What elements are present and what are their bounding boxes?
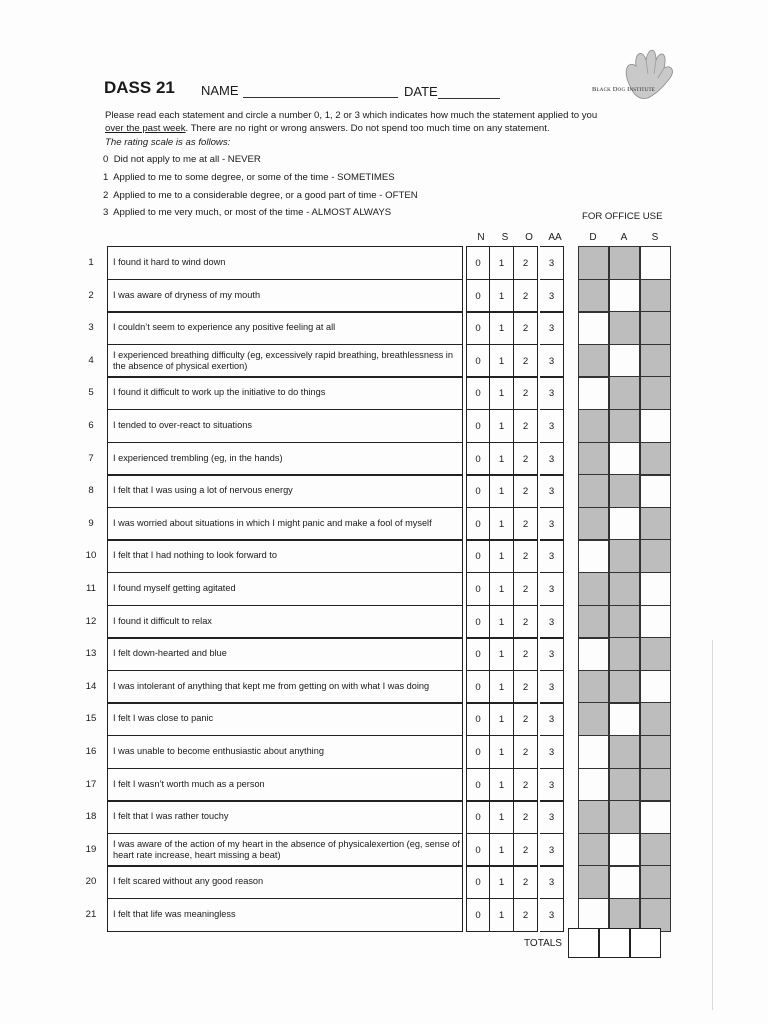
rating-option[interactable]: 0 xyxy=(466,572,490,606)
item-number: 2 xyxy=(88,290,94,301)
item-number: 19 xyxy=(85,844,97,855)
rating-option[interactable]: 0 xyxy=(466,311,490,345)
scale-text: Applied to me very much, or most of the time - ALMOST ALWAYS xyxy=(113,207,392,218)
rating-option[interactable]: 0 xyxy=(466,865,490,899)
rating-option[interactable]: 2 xyxy=(514,800,538,834)
item-number: 18 xyxy=(85,811,97,822)
office-use-label: FOR OFFICE USE xyxy=(582,211,663,222)
item-statement: I felt scared without any good reason xyxy=(107,865,463,899)
rating-option[interactable]: 1 xyxy=(490,344,514,378)
office-cell-d xyxy=(578,442,609,476)
rating-option[interactable]: 2 xyxy=(514,768,538,802)
scale-item xyxy=(103,154,261,165)
rating-option[interactable]: 3 xyxy=(540,572,564,606)
rating-option[interactable]: 1 xyxy=(490,768,514,802)
rating-option[interactable]: 2 xyxy=(514,409,538,443)
rating-option[interactable]: 1 xyxy=(490,376,514,410)
item-statement: I felt I was close to panic xyxy=(107,702,463,736)
rating-option[interactable]: 3 xyxy=(540,279,564,313)
office-cell-d xyxy=(578,800,609,834)
office-cell-s[interactable] xyxy=(640,572,671,606)
scale-num: 1 xyxy=(103,172,109,183)
office-cell-s xyxy=(640,442,671,476)
rating-option[interactable]: 2 xyxy=(514,865,538,899)
item-number: 1 xyxy=(88,257,94,268)
logo-text: Black Dog Institute xyxy=(592,86,655,93)
rating-option[interactable]: 0 xyxy=(466,702,490,736)
totals-label: TOTALS xyxy=(524,938,562,949)
item-number: 13 xyxy=(85,648,97,659)
office-cell-d xyxy=(578,279,609,313)
instructions-line-2 xyxy=(105,123,645,136)
instructions-underlined: over the past week xyxy=(105,122,186,134)
office-cell-s xyxy=(640,507,671,541)
item-number: 8 xyxy=(88,485,94,496)
rating-option[interactable]: 0 xyxy=(466,539,490,573)
rating-option[interactable]: 0 xyxy=(466,735,490,769)
rating-option[interactable]: 0 xyxy=(466,898,490,932)
item-number: 7 xyxy=(88,453,94,464)
rating-option[interactable]: 3 xyxy=(540,800,564,834)
scale-num: 2 xyxy=(103,190,109,201)
total-d-cell[interactable] xyxy=(568,928,599,958)
rating-option[interactable]: 2 xyxy=(514,442,538,476)
rating-option[interactable]: 3 xyxy=(540,833,564,867)
rating-option[interactable]: 3 xyxy=(540,637,564,671)
scale-item xyxy=(103,172,395,183)
office-cell-a xyxy=(609,376,640,410)
rating-option[interactable]: 3 xyxy=(540,539,564,573)
rating-option[interactable]: 0 xyxy=(466,507,490,541)
item-statement: I found myself getting agitated xyxy=(107,572,463,606)
rating-option[interactable]: 1 xyxy=(490,279,514,313)
rating-option[interactable]: 1 xyxy=(490,735,514,769)
instructions-rest: . There are no right or wrong answers. Do not spend too much time on any statement. xyxy=(185,122,550,134)
date-field[interactable] xyxy=(438,98,500,99)
rating-option[interactable]: 3 xyxy=(540,442,564,476)
office-cell-s[interactable] xyxy=(640,605,671,639)
rating-option[interactable]: 1 xyxy=(490,865,514,899)
office-cell-d xyxy=(578,409,609,443)
scan-edge xyxy=(712,640,713,1010)
office-cell-a xyxy=(609,246,640,280)
item-statement: I was aware of the action of my heart in the absence of physicalexertion (eg, sense of heart rate increase, heart missing a beat) xyxy=(107,833,463,867)
rating-option[interactable]: 1 xyxy=(490,572,514,606)
item-statement: I felt down-hearted and blue xyxy=(107,637,463,671)
office-cell-a xyxy=(609,572,640,606)
office-cell-d xyxy=(578,865,609,899)
office-cell-d[interactable] xyxy=(578,898,609,932)
rating-option[interactable]: 0 xyxy=(466,442,490,476)
rating-option[interactable]: 1 xyxy=(490,409,514,443)
office-cell-a[interactable] xyxy=(609,344,640,378)
office-cell-a[interactable] xyxy=(609,865,640,899)
office-cell-s xyxy=(640,539,671,573)
office-cell-a[interactable] xyxy=(609,507,640,541)
office-cell-s[interactable] xyxy=(640,670,671,704)
rating-option[interactable]: 2 xyxy=(514,637,538,671)
item-statement: I was worried about situations in which I might panic and make a fool of myself xyxy=(107,507,463,541)
office-cell-s[interactable] xyxy=(640,409,671,443)
office-cell-a[interactable] xyxy=(609,833,640,867)
office-cell-s xyxy=(640,344,671,378)
rating-option[interactable]: 1 xyxy=(490,670,514,704)
item-number: 15 xyxy=(85,713,97,724)
office-cell-d[interactable] xyxy=(578,539,609,573)
item-statement: I was intolerant of anything that kept me from getting on with what I was doing xyxy=(107,670,463,704)
form-title: DASS 21 xyxy=(104,78,175,97)
item-number: 5 xyxy=(88,387,94,398)
office-cell-d[interactable] xyxy=(578,768,609,802)
col-header-aa: AA xyxy=(548,232,562,243)
rating-option[interactable]: 2 xyxy=(514,507,538,541)
rating-option[interactable]: 3 xyxy=(540,344,564,378)
col-header-a: A xyxy=(620,232,628,243)
rating-scale-title: The rating scale is as follows: xyxy=(105,137,231,148)
col-header-office-s: S xyxy=(651,232,659,243)
office-cell-a xyxy=(609,311,640,345)
office-cell-a[interactable] xyxy=(609,442,640,476)
scale-text: Applied to me to a considerable degree, or a good part of time - OFTEN xyxy=(113,190,418,201)
rating-option[interactable]: 3 xyxy=(540,735,564,769)
office-cell-d[interactable] xyxy=(578,637,609,671)
scale-item xyxy=(103,190,418,201)
scale-num: 0 xyxy=(103,154,109,165)
rating-option[interactable]: 2 xyxy=(514,376,538,410)
rating-option[interactable]: 2 xyxy=(514,833,538,867)
item-statement: I couldn’t seem to experience any positive feeling at all xyxy=(107,311,463,345)
instructions xyxy=(105,110,645,135)
office-cell-a xyxy=(609,539,640,573)
rating-option[interactable]: 1 xyxy=(490,442,514,476)
rating-option[interactable]: 3 xyxy=(540,311,564,345)
rating-option[interactable]: 0 xyxy=(466,279,490,313)
col-header-n: N xyxy=(477,232,485,243)
rating-option[interactable]: 1 xyxy=(490,539,514,573)
item-number: 11 xyxy=(86,583,96,594)
item-number: 3 xyxy=(88,322,94,333)
office-cell-s[interactable] xyxy=(640,474,671,508)
office-cell-a[interactable] xyxy=(609,702,640,736)
rating-option[interactable]: 2 xyxy=(514,246,538,280)
office-cell-s xyxy=(640,898,671,932)
rating-option[interactable]: 2 xyxy=(514,605,538,639)
col-header-o: O xyxy=(525,232,533,243)
rating-option[interactable]: 0 xyxy=(466,409,490,443)
rating-option[interactable]: 3 xyxy=(540,474,564,508)
office-cell-s xyxy=(640,833,671,867)
rating-option[interactable]: 2 xyxy=(514,735,538,769)
rating-option[interactable]: 3 xyxy=(540,670,564,704)
rating-option[interactable]: 0 xyxy=(466,800,490,834)
office-cell-a xyxy=(609,409,640,443)
rating-option[interactable]: 2 xyxy=(514,279,538,313)
rating-option[interactable]: 1 xyxy=(490,311,514,345)
item-number: 6 xyxy=(88,420,94,431)
item-number: 4 xyxy=(88,355,94,366)
rating-option[interactable]: 3 xyxy=(540,605,564,639)
rating-option[interactable]: 1 xyxy=(490,246,514,280)
office-cell-a xyxy=(609,474,640,508)
item-number: 16 xyxy=(85,746,97,757)
rating-option[interactable]: 3 xyxy=(540,702,564,736)
rating-option[interactable]: 2 xyxy=(514,474,538,508)
item-statement: I felt that I was using a lot of nervous energy xyxy=(107,474,463,508)
office-cell-a xyxy=(609,670,640,704)
rating-option[interactable]: 1 xyxy=(490,507,514,541)
rating-option[interactable]: 1 xyxy=(490,474,514,508)
item-statement: I felt that life was meaningless xyxy=(107,898,463,932)
item-number: 9 xyxy=(88,518,94,529)
item-statement: I was aware of dryness of my mouth xyxy=(107,279,463,313)
rating-option[interactable]: 0 xyxy=(466,605,490,639)
rating-option[interactable]: 0 xyxy=(466,376,490,410)
item-statement: I felt I wasn’t worth much as a person xyxy=(107,768,463,802)
col-header-s: S xyxy=(501,232,509,243)
office-cell-d xyxy=(578,344,609,378)
rating-option[interactable]: 2 xyxy=(514,702,538,736)
scale-text: Applied to me to some degree, or some of the time - SOMETIMES xyxy=(113,172,395,183)
rating-option[interactable]: 2 xyxy=(514,572,538,606)
rating-option[interactable]: 1 xyxy=(490,702,514,736)
office-cell-s xyxy=(640,702,671,736)
item-statement: I felt that I was rather touchy xyxy=(107,800,463,834)
office-cell-s xyxy=(640,279,671,313)
office-cell-s[interactable] xyxy=(640,246,671,280)
item-statement: I experienced breathing difficulty (eg, excessively rapid breathing, breathlessness in the absence of physical exertion) xyxy=(107,344,463,378)
item-statement: I felt that I had nothing to look forward to xyxy=(107,539,463,573)
rating-option[interactable]: 1 xyxy=(490,833,514,867)
office-cell-d xyxy=(578,605,609,639)
office-cell-s[interactable] xyxy=(640,800,671,834)
item-number: 14 xyxy=(85,681,97,692)
item-statement: I was unable to become enthusiastic about anything xyxy=(107,735,463,769)
item-number: 21 xyxy=(85,909,97,920)
name-field[interactable] xyxy=(243,97,398,98)
rating-option[interactable]: 0 xyxy=(466,474,490,508)
office-cell-a xyxy=(609,898,640,932)
rating-option[interactable]: 0 xyxy=(466,670,490,704)
date-label: DATE xyxy=(404,84,438,99)
office-cell-s xyxy=(640,865,671,899)
office-cell-d xyxy=(578,702,609,736)
office-cell-a xyxy=(609,768,640,802)
rating-option[interactable]: 3 xyxy=(540,409,564,443)
instructions-line-1: Please read each statement and circle a number 0, 1, 2 or 3 which indicates how much the statement applied to you xyxy=(105,110,598,121)
rating-option[interactable]: 2 xyxy=(514,311,538,345)
rating-option[interactable]: 3 xyxy=(540,768,564,802)
item-number: 17 xyxy=(85,779,97,790)
office-cell-a xyxy=(609,637,640,671)
rating-option[interactable]: 0 xyxy=(466,768,490,802)
rating-option[interactable]: 3 xyxy=(540,507,564,541)
office-cell-d[interactable] xyxy=(578,311,609,345)
item-statement: I tended to over-react to situations xyxy=(107,409,463,443)
rating-option[interactable]: 0 xyxy=(466,833,490,867)
item-statement: I found it hard to wind down xyxy=(107,246,463,280)
scale-text: Did not apply to me at all - NEVER xyxy=(113,154,261,165)
office-cell-d xyxy=(578,246,609,280)
rating-option[interactable]: 3 xyxy=(540,898,564,932)
office-cell-d xyxy=(578,670,609,704)
item-number: 20 xyxy=(85,876,97,887)
office-cell-a xyxy=(609,735,640,769)
office-cell-a xyxy=(609,800,640,834)
office-cell-d xyxy=(578,474,609,508)
rating-option[interactable]: 3 xyxy=(540,376,564,410)
office-cell-d[interactable] xyxy=(578,376,609,410)
rating-option[interactable]: 3 xyxy=(540,865,564,899)
office-cell-a xyxy=(609,605,640,639)
rating-option[interactable]: 1 xyxy=(490,605,514,639)
rating-option[interactable]: 2 xyxy=(514,344,538,378)
rating-option[interactable]: 2 xyxy=(514,898,538,932)
item-statement: I found it difficult to work up the initiative to do things xyxy=(107,376,463,410)
total-a-cell[interactable] xyxy=(599,928,630,958)
scale-item xyxy=(103,207,391,218)
name-label: NAME xyxy=(201,83,239,98)
col-header-d: D xyxy=(589,232,597,243)
office-cell-d[interactable] xyxy=(578,735,609,769)
item-number: 12 xyxy=(85,616,97,627)
rating-option[interactable]: 0 xyxy=(466,637,490,671)
item-statement: I experienced trembling (eg, in the hands) xyxy=(107,442,463,476)
office-cell-s xyxy=(640,637,671,671)
office-cell-a[interactable] xyxy=(609,279,640,313)
office-cell-s xyxy=(640,311,671,345)
office-cell-s xyxy=(640,735,671,769)
scale-num: 3 xyxy=(103,207,109,218)
item-number: 10 xyxy=(85,550,97,561)
office-cell-s xyxy=(640,376,671,410)
office-cell-d xyxy=(578,833,609,867)
office-cell-s xyxy=(640,768,671,802)
rating-option[interactable]: 1 xyxy=(490,637,514,671)
rating-option[interactable]: 0 xyxy=(466,344,490,378)
rating-option[interactable]: 2 xyxy=(514,670,538,704)
item-statement: I found it difficult to relax xyxy=(107,605,463,639)
office-cell-d xyxy=(578,572,609,606)
rating-option[interactable]: 0 xyxy=(466,246,490,280)
rating-option[interactable]: 1 xyxy=(490,800,514,834)
office-cell-d xyxy=(578,507,609,541)
rating-option[interactable]: 2 xyxy=(514,539,538,573)
rating-option[interactable]: 1 xyxy=(490,898,514,932)
rating-option[interactable]: 3 xyxy=(540,246,564,280)
total-s-cell[interactable] xyxy=(630,928,661,958)
